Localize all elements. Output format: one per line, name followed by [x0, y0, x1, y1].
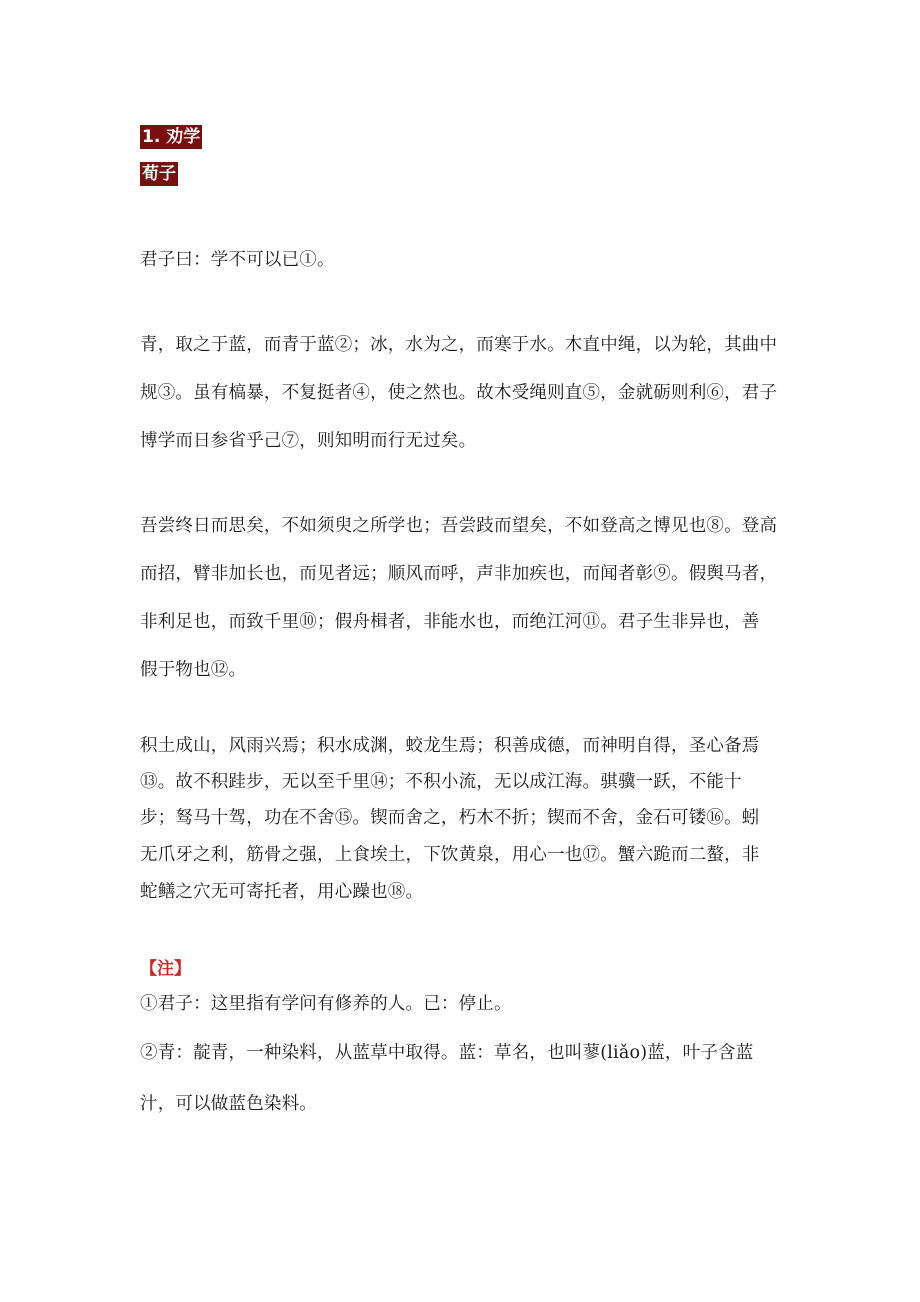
paragraph-3-line-1: 吾尝终日而思矣，不如须臾之所学也；吾尝跂而望矣，不如登高之博见也⑧。登高 — [140, 516, 778, 536]
section-title: 1. 劝学 — [142, 127, 201, 147]
paragraph-2-line-2: 规③。虽有槁暴，不复挺者④，使之然也。故木受绳则直⑤，金就砺则利⑥，君子 — [140, 383, 778, 403]
note-1: ①君子：这里指有学问有修养的人。已：停止。 — [140, 994, 512, 1014]
notes-heading: 【注】 — [140, 959, 191, 979]
paragraph-3-line-3: 非利足也，而致千里⑩；假舟楫者，非能水也，而绝江河⑪。君子生非异也，善 — [140, 612, 760, 632]
paragraph-4-line-1: 积土成山，风雨兴焉；积水成渊，蛟龙生焉；积善成德，而神明自得，圣心备焉 — [140, 736, 760, 756]
paragraph-4-line-2: ⑬。故不积跬步，无以至千里⑭；不积小流，无以成江海。骐骥一跃，不能十 — [140, 772, 742, 792]
note-2-line-2: 汁，可以做蓝色染料。 — [140, 1094, 317, 1114]
paragraph-2-line-3: 博学而日参省乎己⑦，则知明而行无过矣。 — [140, 431, 477, 451]
paragraph-4-line-5: 蛇鳝之穴无可寄托者，用心躁也⑱。 — [140, 882, 424, 902]
paragraph-2-line-1: 青，取之于蓝，而青于蓝②；冰，水为之，而寒于水。木直中绳，以为轮，其曲中 — [140, 335, 778, 355]
paragraph-3-line-2: 而招，臂非加长也，而见者远；顺风而呼，声非加疾也，而闻者彰⑨。假舆马者， — [140, 564, 778, 584]
author-label: 荀子 — [142, 164, 176, 184]
paragraph-4-line-3: 步；驽马十驾，功在不舍⑮。锲而舍之，朽木不折；锲而不舍，金石可镂⑯。蚓 — [140, 808, 760, 828]
note-2-line-1: ②青：靛青，一种染料，从蓝草中取得。蓝：草名，也叫蓼(liǎo)蓝，叶子含蓝 — [140, 1043, 754, 1063]
paragraph-3-line-4: 假于物也⑫。 — [140, 660, 247, 680]
paragraph-1-line-1: 君子曰：学不可以已①。 — [140, 250, 335, 270]
paragraph-4-line-4: 无爪牙之利，筋骨之强，上食埃土，下饮黄泉，用心一也⑰。蟹六跪而二螯，非 — [140, 845, 760, 865]
